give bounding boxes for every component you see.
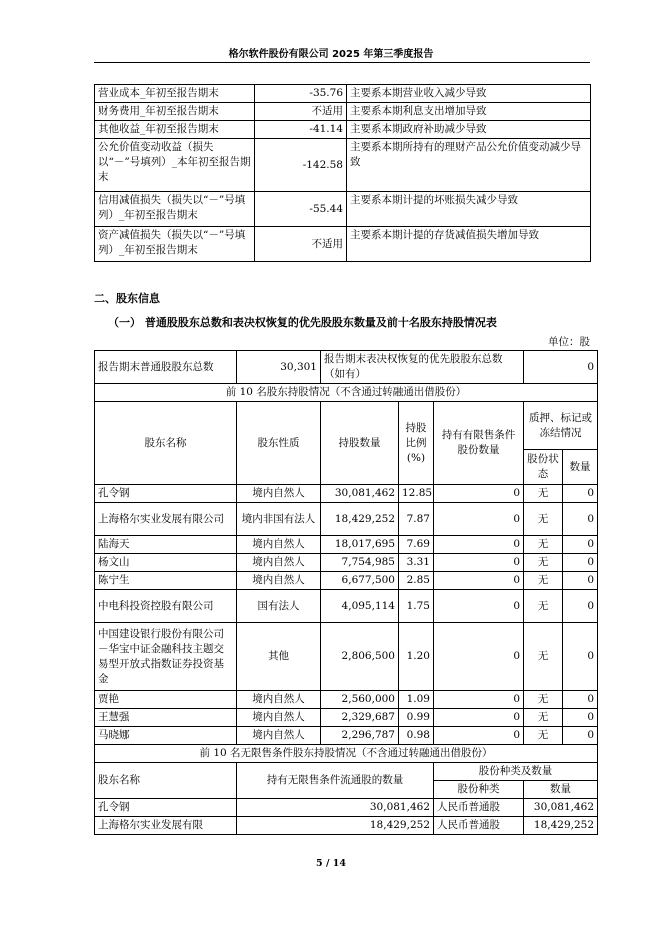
holder-restricted: 0 (434, 485, 524, 503)
holder-shares: 4,095,114 (321, 590, 399, 623)
holder-ratio: 1.20 (399, 623, 434, 691)
holder-name: 陆海天 (95, 536, 237, 554)
header-pledge: 质押、标记或冻结情况 (524, 402, 598, 450)
holder-name: 陈宁生 (95, 572, 237, 590)
holder-nature: 境内自然人 (237, 709, 321, 727)
u-header-name: 股东名称 (95, 763, 237, 799)
pref-holders-label: 报告期末表决权恢复的优先股股东总数（如有） (321, 351, 524, 384)
header-divider (94, 62, 590, 63)
holder-name: 贾艳 (95, 691, 237, 709)
holder-nature: 其他 (237, 623, 321, 691)
holder-qty: 0 (563, 572, 598, 590)
table-row (95, 691, 598, 709)
holder-ratio: 12.85 (399, 485, 434, 503)
header-nature: 股东性质 (237, 402, 321, 485)
shareholders-table (94, 350, 598, 835)
holder-shares: 30,081,462 (321, 485, 399, 503)
value-cell: -55.44 (255, 192, 347, 227)
holder-nature: 境内自然人 (237, 727, 321, 745)
table-row (95, 103, 591, 121)
table-row (95, 572, 598, 590)
u-holder-count: 18,429,252 (237, 817, 434, 835)
holder-status: 无 (524, 590, 563, 623)
holder-qty: 0 (563, 727, 598, 745)
u-holder-qty: 18,429,252 (524, 817, 598, 835)
change-explanation-table (94, 84, 591, 262)
table-row (95, 709, 598, 727)
holder-nature: 境内自然人 (237, 554, 321, 572)
holder-nature: 境内自然人 (237, 485, 321, 503)
u-header-count: 持有无限售条件流通股的数量 (237, 763, 434, 799)
holder-name: 杨文山 (95, 554, 237, 572)
holder-ratio: 0.98 (399, 727, 434, 745)
holder-shares: 2,329,687 (321, 709, 399, 727)
table-row (95, 799, 598, 817)
caption-row (95, 745, 598, 763)
table-row (95, 227, 591, 262)
header-row (95, 402, 598, 450)
holder-nature: 境内自然人 (237, 572, 321, 590)
header-status: 股份状态 (524, 450, 563, 485)
unit-label: 单位：股 (548, 336, 590, 348)
u-holder-kind: 人民币普通股 (434, 817, 524, 835)
table-row (95, 536, 598, 554)
holder-ratio: 1.75 (399, 590, 434, 623)
holder-ratio: 7.69 (399, 536, 434, 554)
holder-qty: 0 (563, 590, 598, 623)
holder-status: 无 (524, 709, 563, 727)
u-holder-count: 30,081,462 (237, 799, 434, 817)
reason-cell: 主要系本期政府补助减少导致 (347, 121, 591, 139)
holder-status: 无 (524, 503, 563, 536)
table-row (95, 85, 591, 103)
value-cell: 不适用 (255, 227, 347, 262)
holder-status: 无 (524, 554, 563, 572)
total-holders-value: 30,301 (237, 351, 321, 384)
holder-qty: 0 (563, 623, 598, 691)
holder-restricted: 0 (434, 709, 524, 727)
total-holders-row (95, 351, 598, 384)
holder-restricted: 0 (434, 691, 524, 709)
holder-name: 中电科投资控股有限公司 (95, 590, 237, 623)
header-qty: 数量 (563, 450, 598, 485)
u-header-kind: 股份种类 (434, 781, 524, 799)
holder-shares: 6,677,500 (321, 572, 399, 590)
holder-nature: 境内自然人 (237, 691, 321, 709)
table-row (95, 623, 598, 691)
holder-ratio: 7.87 (399, 503, 434, 536)
holder-restricted: 0 (434, 554, 524, 572)
holder-name: 上海格尔实业发展有限公司 (95, 503, 237, 536)
item-cell: 其他收益_年初至报告期末 (95, 121, 255, 139)
table-row (95, 503, 598, 536)
holder-restricted: 0 (434, 590, 524, 623)
item-cell: 营业成本_年初至报告期末 (95, 85, 255, 103)
holder-qty: 0 (563, 536, 598, 554)
u-holder-name: 孔令钢 (95, 799, 237, 817)
holder-nature: 境内自然人 (237, 536, 321, 554)
holder-shares: 18,429,252 (321, 503, 399, 536)
holder-qty: 0 (563, 709, 598, 727)
holder-status: 无 (524, 536, 563, 554)
unrestricted-caption: 前 10 名无限售条件股东持股情况（不含通过转融通出借股份） (95, 745, 598, 763)
table-row (95, 139, 591, 192)
page-number: 5 / 14 (316, 858, 346, 869)
u-holder-name: 上海格尔实业发展有限 (95, 817, 237, 835)
header-row (95, 763, 598, 781)
holder-restricted: 0 (434, 572, 524, 590)
holder-name: 王慧强 (95, 709, 237, 727)
holder-nature: 国有法人 (237, 590, 321, 623)
header-shares: 持股数量 (321, 402, 399, 485)
holder-status: 无 (524, 623, 563, 691)
report-header: 格尔软件股份有限公司 2025 年第三季度报告 (228, 49, 434, 60)
table-row (95, 121, 591, 139)
u-holder-qty: 30,081,462 (524, 799, 598, 817)
holder-shares: 2,560,000 (321, 691, 399, 709)
holder-shares: 2,296,787 (321, 727, 399, 745)
reason-cell: 主要系本期计提的存货减值损失增加导致 (347, 227, 591, 262)
holder-shares: 7,754,985 (321, 554, 399, 572)
value-cell: -41.14 (255, 121, 347, 139)
u-header-qty: 数量 (524, 781, 598, 799)
reason-cell: 主要系本期所持有的理财产品公允价值变动减少导致 (347, 139, 591, 192)
item-cell: 信用减值损失（损失以“－”号填列）_年初至报告期末 (95, 192, 255, 227)
table-row (95, 817, 598, 835)
holder-shares: 18,017,695 (321, 536, 399, 554)
section-title: 二、股东信息 (94, 292, 160, 305)
holder-restricted: 0 (434, 503, 524, 536)
table-row (95, 485, 598, 503)
section-subtitle: （一） 普通股股东总数和表决权恢复的优先股股东数量及前十名股东持股情况表 (108, 316, 497, 329)
holder-qty: 0 (563, 691, 598, 709)
holder-status: 无 (524, 572, 563, 590)
holder-name: 中国建设银行股份有限公司－华宝中证金融科技主题交易型开放式指数证券投资基金 (95, 623, 237, 691)
value-cell: -35.76 (255, 85, 347, 103)
holder-name: 孔令钢 (95, 485, 237, 503)
header-restricted: 持有有限售条件股份数量 (434, 402, 524, 485)
item-cell: 财务费用_年初至报告期末 (95, 103, 255, 121)
reason-cell: 主要系本期营业收入减少导致 (347, 85, 591, 103)
u-holder-kind: 人民币普通股 (434, 799, 524, 817)
table-row (95, 192, 591, 227)
holder-shares: 2,806,500 (321, 623, 399, 691)
reason-cell: 主要系本期计提的坏账损失减少导致 (347, 192, 591, 227)
holder-restricted: 0 (434, 727, 524, 745)
holder-restricted: 0 (434, 623, 524, 691)
holder-name: 马晓娜 (95, 727, 237, 745)
value-cell: -142.58 (255, 139, 347, 192)
item-cell: 公允价值变动收益（损失以“－”号填列）_本年初至报告期末 (95, 139, 255, 192)
caption-row (95, 384, 598, 402)
holder-status: 无 (524, 485, 563, 503)
holder-qty: 0 (563, 503, 598, 536)
table-row (95, 727, 598, 745)
header-ratio: 持股比例(%) (399, 402, 434, 485)
holder-ratio: 2.85 (399, 572, 434, 590)
reason-cell: 主要系本期利息支出增加导致 (347, 103, 591, 121)
holder-qty: 0 (563, 554, 598, 572)
holder-restricted: 0 (434, 536, 524, 554)
table-row (95, 590, 598, 623)
holder-ratio: 1.09 (399, 691, 434, 709)
holder-status: 无 (524, 691, 563, 709)
header-name: 股东名称 (95, 402, 237, 485)
table-row (95, 554, 598, 572)
holder-qty: 0 (563, 485, 598, 503)
pref-holders-value: 0 (524, 351, 598, 384)
holder-status: 无 (524, 727, 563, 745)
holder-ratio: 3.31 (399, 554, 434, 572)
item-cell: 资产减值损失（损失以“－”号填列）_年初至报告期末 (95, 227, 255, 262)
holder-nature: 境内非国有法人 (237, 503, 321, 536)
value-cell: 不适用 (255, 103, 347, 121)
holder-ratio: 0.99 (399, 709, 434, 727)
top10-caption: 前 10 名股东持股情况（不含通过转融通出借股份） (95, 384, 598, 402)
total-holders-label: 报告期末普通股股东总数 (95, 351, 237, 384)
u-header-kind-qty: 股份种类及数量 (434, 763, 598, 781)
